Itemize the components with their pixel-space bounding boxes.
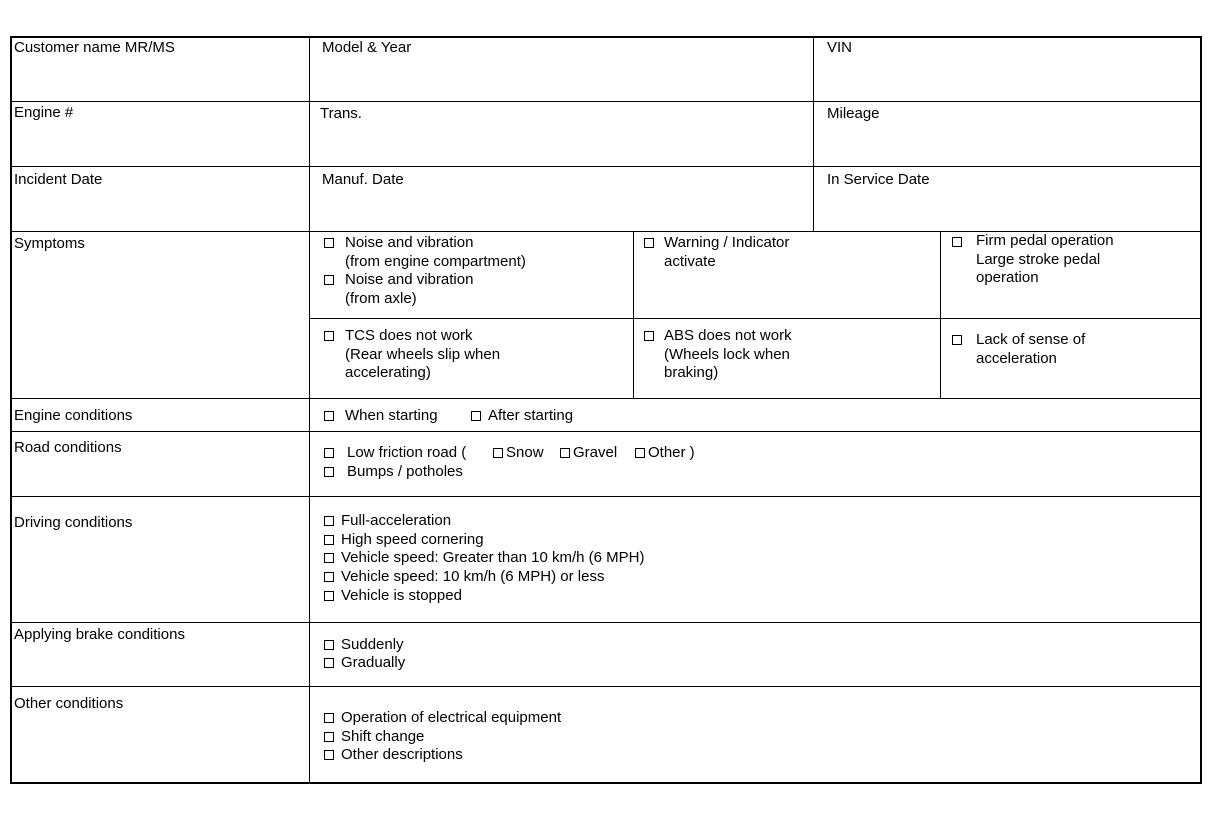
warning-indicator-checkbox[interactable]	[644, 238, 654, 248]
abs-text: ABS does not work (Wheels lock when braking)	[664, 327, 792, 381]
pedal-operation-checkbox[interactable]	[952, 237, 962, 247]
in-service-date-label: In Service Date	[827, 171, 930, 188]
electrical-equipment-checkbox[interactable]	[324, 713, 334, 723]
vin-label: VIN	[827, 39, 853, 56]
vehicle-stopped-checkbox[interactable]	[324, 591, 334, 601]
full-acceleration-checkbox[interactable]	[324, 516, 334, 526]
mileage-label: Mileage	[827, 105, 880, 122]
column-divider	[633, 231, 634, 398]
driving-condition-item: Vehicle is stopped	[341, 587, 462, 604]
gradually-checkbox[interactable]	[324, 658, 334, 668]
incident-date-label: Incident Date	[14, 171, 103, 188]
driving-condition-item: Vehicle speed: Greater than 10 km/h (6 MPH)	[341, 549, 645, 566]
speed-less-checkbox[interactable]	[324, 572, 334, 582]
noise-axle-checkbox[interactable]	[324, 275, 334, 285]
brake-conditions-label: Applying brake conditions	[14, 626, 185, 643]
diagnostic-worksheet	[10, 36, 1202, 784]
bumps-text: Bumps / potholes	[347, 463, 463, 480]
high-speed-cornering-checkbox[interactable]	[324, 535, 334, 545]
gravel-checkbox[interactable]	[560, 448, 570, 458]
other-descriptions-checkbox[interactable]	[324, 750, 334, 760]
when-starting-checkbox[interactable]	[324, 411, 334, 421]
column-divider	[813, 38, 814, 231]
customer-name-label: Customer name MR/MS	[14, 39, 175, 56]
bumps-checkbox[interactable]	[324, 467, 334, 477]
trans-label: Trans.	[320, 105, 362, 122]
suddenly-checkbox[interactable]	[324, 640, 334, 650]
other-condition-item: Other descriptions	[341, 746, 463, 763]
row-divider	[12, 496, 1200, 497]
noise-axle-text: Noise and vibration (from axle)	[345, 271, 474, 307]
symptoms-label: Symptoms	[14, 235, 85, 252]
noise-engine-checkbox[interactable]	[324, 238, 334, 248]
speed-greater-checkbox[interactable]	[324, 553, 334, 563]
tcs-text: TCS does not work (Rear wheels slip when accelerating)	[345, 327, 501, 381]
after-starting-checkbox[interactable]	[471, 411, 481, 421]
snow-checkbox[interactable]	[493, 448, 503, 458]
row-divider	[12, 431, 1200, 432]
abs-checkbox[interactable]	[644, 331, 654, 341]
column-divider	[940, 231, 941, 398]
road-conditions-label: Road conditions	[14, 439, 122, 456]
row-divider	[12, 686, 1200, 687]
low-friction-checkbox[interactable]	[324, 448, 334, 458]
acceleration-checkbox[interactable]	[952, 335, 962, 345]
column-divider	[309, 38, 310, 782]
engine-number-label: Engine #	[14, 104, 74, 121]
brake-condition-item: Suddenly	[341, 636, 404, 653]
driving-condition-item: Vehicle speed: 10 km/h (6 MPH) or less	[341, 568, 605, 585]
row-divider	[12, 622, 1200, 623]
other-conditions-label: Other conditions	[14, 695, 124, 712]
other-condition-item: Shift change	[341, 728, 425, 745]
row-divider	[12, 398, 1200, 399]
after-starting-text: After starting	[488, 407, 574, 424]
gravel-text: Gravel	[573, 444, 618, 461]
driving-condition-item: Full-acceleration	[341, 512, 452, 529]
other-road-text: Other )	[648, 444, 695, 461]
other-condition-item: Operation of electrical equipment	[341, 709, 562, 726]
engine-conditions-label: Engine conditions	[14, 407, 133, 424]
tcs-checkbox[interactable]	[324, 331, 334, 341]
row-divider	[309, 318, 1200, 319]
driving-conditions-label: Driving conditions	[14, 514, 133, 531]
driving-condition-item: High speed cornering	[341, 531, 484, 548]
model-year-label: Model & Year	[322, 39, 412, 56]
when-starting-text: When starting	[345, 407, 438, 424]
low-friction-text: Low friction road (	[347, 444, 467, 461]
noise-engine-text: Noise and vibration (from engine compartment)	[345, 234, 526, 270]
other-road-checkbox[interactable]	[635, 448, 645, 458]
pedal-operation-text: Firm pedal operation Large stroke pedal operation	[976, 232, 1114, 286]
warning-indicator-text: Warning / Indicator activate	[664, 234, 790, 270]
shift-change-checkbox[interactable]	[324, 732, 334, 742]
acceleration-text: Lack of sense of acceleration	[976, 331, 1086, 367]
snow-text: Snow	[506, 444, 544, 461]
manuf-date-label: Manuf. Date	[322, 171, 404, 188]
brake-condition-item: Gradually	[341, 654, 406, 671]
row-divider	[12, 101, 1200, 102]
row-divider	[12, 166, 1200, 167]
